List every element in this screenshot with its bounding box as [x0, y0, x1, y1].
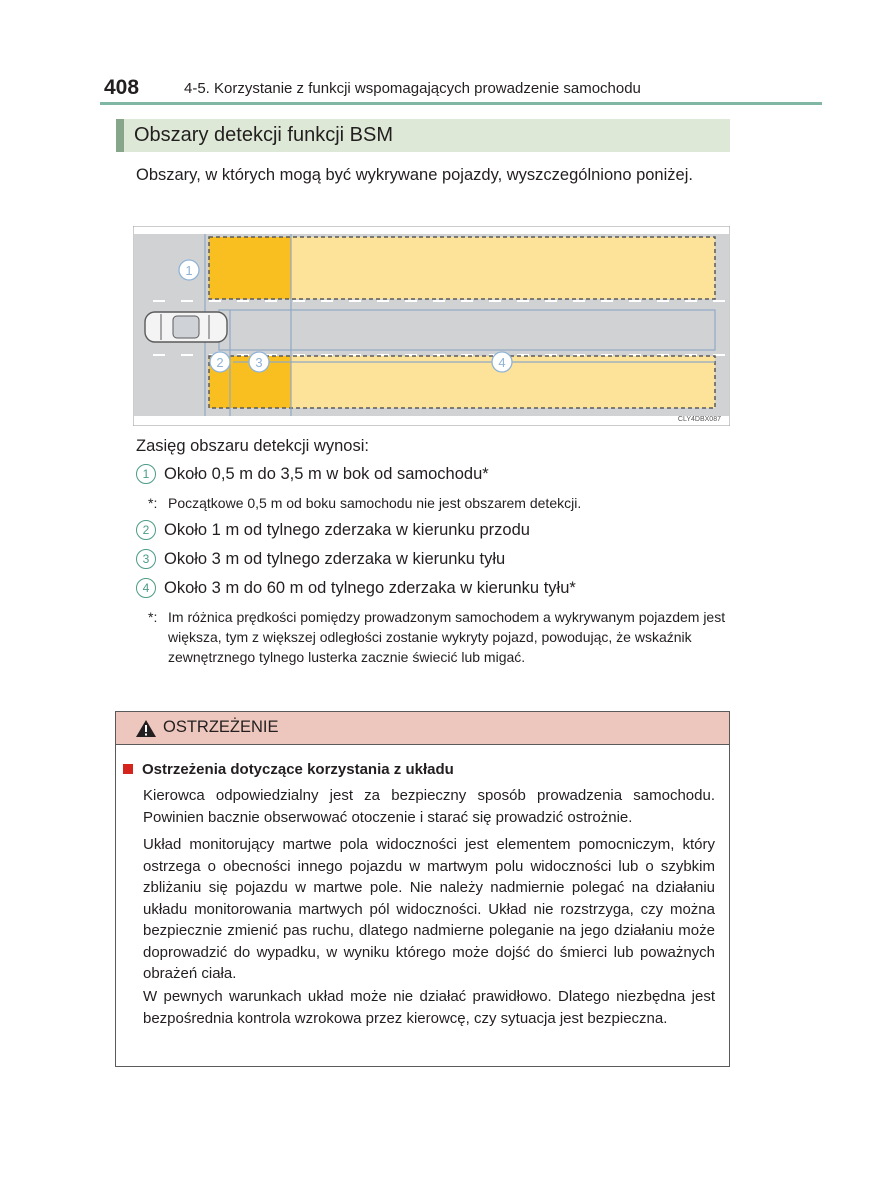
zone-far-upper: [291, 237, 715, 299]
square-bullet-icon: [123, 764, 133, 774]
section-intro: Obszary, w których mogą być wykrywane pojazdy, wyszczególniono poniżej.: [136, 166, 693, 184]
diagram-callout-2: 2: [216, 355, 224, 370]
range-item-3: [136, 549, 505, 569]
footnote-marker: *:: [148, 495, 158, 511]
bsm-detection-diagram: [133, 226, 730, 426]
range-item-4: [136, 578, 576, 598]
diagram-code: CLY4DBX087: [677, 416, 721, 423]
footnote-marker: *:: [148, 609, 158, 625]
warning-box: [115, 711, 730, 1067]
diagram-callout-1: 1: [185, 263, 193, 278]
car-icon: [145, 312, 227, 342]
range-item-text: Około 3 m do 60 m od tylnego zderzaka w kierunku tyłu*: [164, 579, 576, 597]
range-item-text: Około 3 m od tylnego zderzaka w kierunku tyłu: [164, 550, 506, 568]
warning-paragraph-1: Kierowca odpowiedzialny jest za bezpieczny sposób prowadzenia samochodu. Powinien bacznie obserwować otoczenie i starać się prowadzić ostrożnie.: [143, 787, 715, 826]
warning-paragraph-2: Układ monitorujący martwe pola widoczności jest elementem pomocniczym, który ostrzega o obecności innego pojazdu w martwym polu widoczności lub o szybkim zbliżaniu się pojazdu w martwe pole. Nie należy nadmiernie polegać na działaniu układu monitorowania martwych pól widoczności. Układ nie rozstrzyga, czy można bezpiecznie zmienić pas ruchu, dlatego nadmierne poleganie na jego działaniu może doprowadzić do wypadku, w wyniku którego może dojść do śmierci lub poważnych obrażeń ciała.: [143, 836, 715, 982]
range-item-text: Około 0,5 m do 3,5 m w bok od samochodu*: [164, 465, 489, 483]
header-divider: [100, 102, 822, 105]
number-icon: 2: [136, 520, 156, 540]
range-item-1: [136, 464, 489, 484]
warning-subtitle: [123, 761, 454, 778]
warning-paragraph-3: W pewnych warunkach układ może nie działać prawidłowo. Dlatego niezbędna jest bezpośrednia kontrola wzrokowa przez kierowcę, czy sytuacja jest bezpieczna.: [143, 988, 715, 1027]
page-number: 408: [104, 76, 140, 99]
number-icon: 3: [136, 549, 156, 569]
chapter-title: 4-5. Korzystanie z funkcji wspomagających prowadzenie samochodu: [184, 80, 641, 97]
section-title: Obszary detekcji funkcji BSM: [116, 119, 730, 152]
zone-near-upper: [209, 237, 291, 299]
warning-title: OSTRZEŻENIE: [163, 718, 279, 736]
footnote-text: Im różnica prędkości pomiędzy prowadzonym samochodem a wykrywanym pojazdem jest większa, tym z większej odległości zostanie wykryty pojazd, powodując, że wskaźnik zewnętrznego tylnego lusterka zacznie świecić lub migać.: [168, 609, 726, 665]
diagram-callout-3: 3: [255, 355, 263, 370]
warning-subtitle-text: Ostrzeżenia dotyczące korzystania z układu: [142, 761, 454, 778]
diagram-callout-4: 4: [498, 355, 506, 370]
range-item-2: [136, 520, 530, 540]
warning-triangle-icon: [135, 719, 157, 738]
range-title: Zasięg obszaru detekcji wynosi:: [136, 437, 369, 455]
number-icon: 4: [136, 578, 156, 598]
range-item-text: Około 1 m od tylnego zderzaka w kierunku przodu: [164, 521, 530, 539]
warning-header: [116, 712, 729, 745]
footnote-text: Początkowe 0,5 m od boku samochodu nie jest obszarem detekcji.: [168, 495, 582, 511]
number-icon: 1: [136, 464, 156, 484]
